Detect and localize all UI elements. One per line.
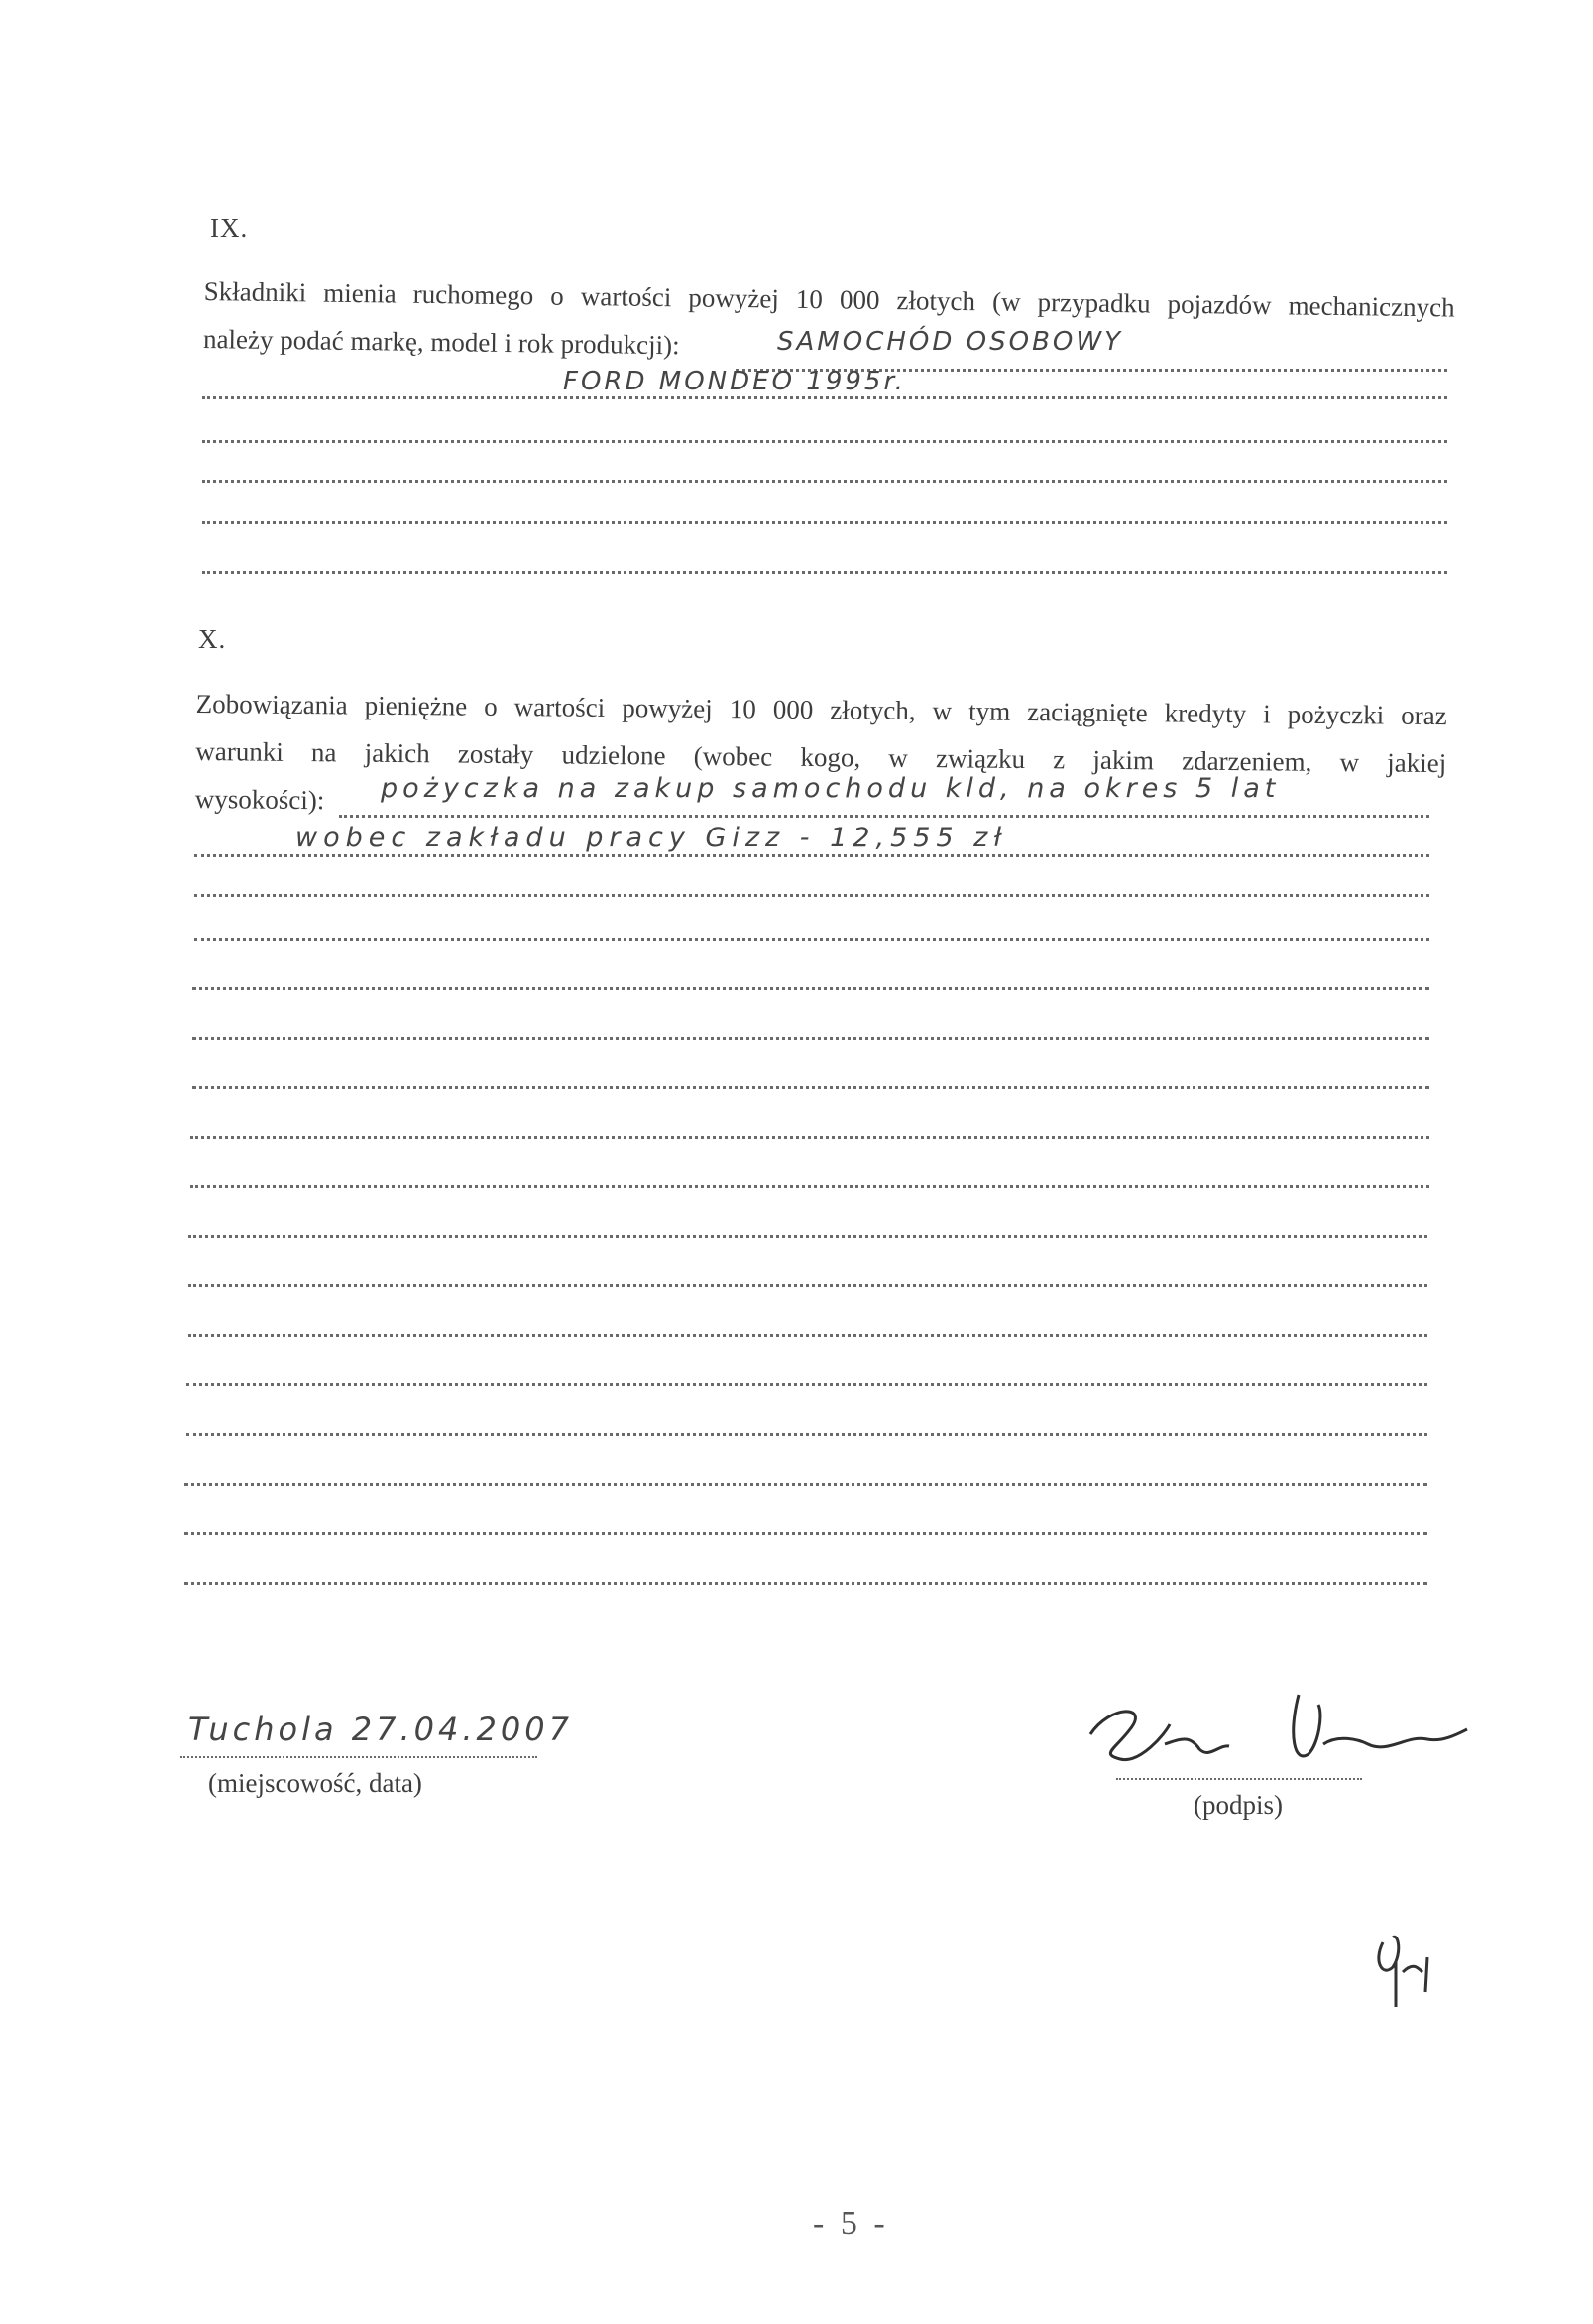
section-x-handwritten-line2: wobec zakładu pracy Gizz - 12,555 zł <box>295 823 1008 853</box>
section-x-answer-line-9 <box>190 1185 1429 1188</box>
section-x-answer-line-11 <box>188 1284 1427 1287</box>
section-x-answer-line-1 <box>339 815 1429 818</box>
signature-image <box>1071 1675 1487 1784</box>
section-x-answer-line-7 <box>192 1086 1429 1089</box>
section-x-number: X. <box>198 624 227 654</box>
section-ix-text <box>203 268 1455 380</box>
signature-caption: (podpis) <box>1194 1790 1283 1820</box>
section-x-text-line1: Zobowiązania pieniężne o wartości powyżej 10 000 złotych, w tym zaciągnięte kredyty i pożyczki oraz <box>195 688 1447 731</box>
section-x-answer-line-17 <box>184 1582 1427 1585</box>
page-number: - 5 - <box>813 2205 889 2242</box>
section-ix-answer-line-2 <box>202 396 1447 399</box>
section-ix-handwritten-line2: FORD MONDEO 1995r. <box>563 367 907 396</box>
place-date-line <box>180 1756 537 1758</box>
initials-image <box>1368 1923 1447 2012</box>
section-x-answer-line-16 <box>184 1532 1427 1535</box>
place-date-handwritten: Tuchola 27.04.2007 <box>188 1711 573 1748</box>
section-x-answer-line-12 <box>188 1334 1427 1337</box>
section-ix-text-line2: należy podać markę, model i rok produkcji): <box>202 323 680 361</box>
section-ix-answer-line-4 <box>202 480 1447 483</box>
section-x-text-line3: wysokości): <box>194 783 325 816</box>
section-x-answer-line-13 <box>186 1383 1427 1386</box>
section-x-answer-line-10 <box>188 1235 1427 1238</box>
signature-line <box>1116 1778 1362 1780</box>
section-ix-answer-line-5 <box>202 521 1447 524</box>
section-x-answer-line-15 <box>184 1483 1427 1486</box>
section-x-text-line2: warunki na jakich zostały udzielone (wobec kogo, w związku z jakim zdarzeniem, w jakiej <box>195 735 1447 779</box>
section-x-answer-line-4 <box>194 938 1429 941</box>
section-ix-number: IX. <box>210 213 249 243</box>
section-x-answer-line-14 <box>186 1433 1427 1436</box>
section-ix-handwritten-line1: SAMOCHÓD OSOBOWY <box>777 327 1123 357</box>
section-x-answer-line-5 <box>192 987 1429 990</box>
section-x-handwritten-line1: pożyczka na zakup samochodu kld, na okres 5 lat <box>381 773 1281 804</box>
section-x-answer-line-3 <box>194 894 1429 897</box>
section-x-answer-line-6 <box>192 1037 1429 1040</box>
section-x-answer-line-2 <box>194 854 1429 857</box>
place-date-caption: (miejscowość, data) <box>208 1768 422 1798</box>
section-ix-text-line1: Składniki mienia ruchomego o wartości powyżej 10 000 złotych (w przypadku pojazdów mechanicznych <box>203 276 1455 323</box>
section-x-answer-line-8 <box>190 1136 1429 1139</box>
section-ix-answer-line-3 <box>202 440 1447 443</box>
section-ix-answer-line-6 <box>202 571 1447 574</box>
section-x-text <box>195 680 1447 834</box>
